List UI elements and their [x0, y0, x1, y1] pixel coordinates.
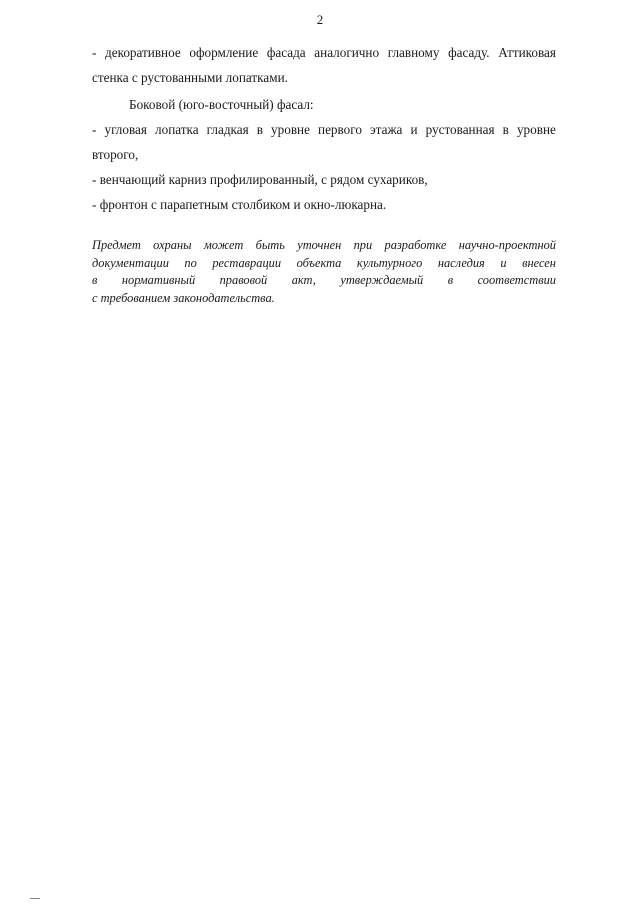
- word: фасаду.: [448, 45, 490, 60]
- word: объекта: [296, 255, 342, 270]
- paragraph-5: - фронтон с парапетным столбиком и окно-люкарна.: [92, 197, 387, 212]
- word: Предмет: [92, 238, 141, 252]
- word: и: [500, 255, 507, 270]
- page-number: 2: [316, 12, 324, 27]
- word: рустованная: [425, 122, 495, 137]
- word: Аттиковая: [498, 45, 556, 60]
- word: охраны: [153, 238, 192, 252]
- word: при: [353, 238, 373, 252]
- note-line-4: с требованием законодательства.: [92, 290, 275, 305]
- word: главному: [387, 45, 440, 60]
- word: угловая: [104, 122, 147, 137]
- word: научно-проектной: [458, 238, 556, 252]
- word: по: [184, 255, 197, 270]
- protection-note: [92, 237, 556, 307]
- word: быть: [255, 238, 285, 252]
- word: соответствии: [477, 273, 556, 287]
- paragraph-1-line-1: [92, 40, 556, 65]
- paragraph-3-line-1: [92, 117, 556, 142]
- word: -: [92, 122, 97, 137]
- word: уточнен: [297, 238, 342, 252]
- word: разработке: [384, 238, 447, 252]
- word: культурного: [356, 255, 423, 270]
- paragraph-1-line-2: стенка с рустованными лопатками.: [92, 70, 288, 85]
- word: первого: [318, 122, 362, 137]
- document-body: [92, 40, 556, 217]
- word: -: [92, 45, 97, 60]
- word: оформление: [189, 45, 259, 60]
- word: нормативный: [121, 273, 196, 287]
- word: в: [256, 122, 263, 137]
- word: в: [502, 122, 509, 137]
- word: в: [447, 273, 454, 287]
- word: утверждаемый: [340, 273, 424, 287]
- word: этажа: [370, 122, 403, 137]
- word: уровне: [516, 122, 556, 137]
- paragraph-4: - венчающий карниз профилированный, с рядом сухариков,: [92, 172, 428, 187]
- note-line-1: [92, 237, 556, 255]
- word: гладкая: [206, 122, 249, 137]
- word: уровне: [271, 122, 310, 137]
- word: и: [410, 122, 418, 137]
- word: декоративное: [105, 45, 181, 60]
- word: в: [92, 273, 98, 287]
- paragraph-3-line-2: второго,: [92, 147, 139, 162]
- word: документации: [92, 255, 169, 270]
- scan-corner-mark: [30, 898, 40, 902]
- word: правовой: [219, 273, 268, 287]
- word: акт,: [291, 273, 316, 287]
- paragraph-2: Боковой (юго-восточный) фасал:: [129, 97, 314, 112]
- word: может: [203, 238, 244, 252]
- word: фасада: [266, 45, 306, 60]
- note-line-3: [92, 272, 556, 290]
- word: лопатка: [155, 122, 199, 137]
- word: наследия: [437, 255, 485, 270]
- word: внесен: [522, 255, 556, 270]
- word: аналогично: [314, 45, 380, 60]
- note-line-2: [92, 255, 556, 273]
- word: реставрации: [212, 255, 282, 270]
